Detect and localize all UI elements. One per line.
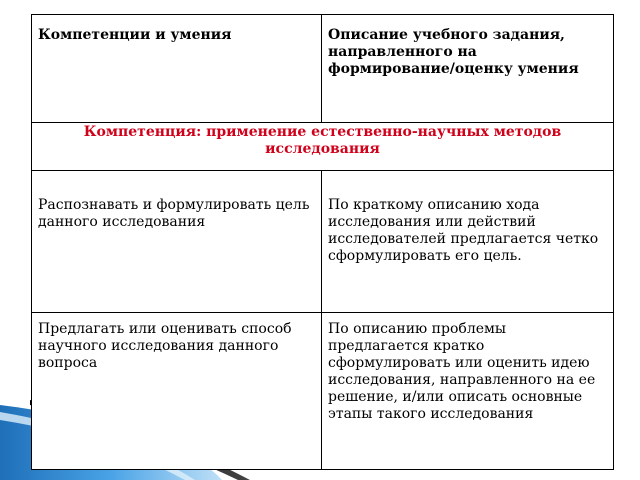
description-text: По описанию проблемы предлагается кратко сформулировать или оценить идею исследования, направленного на ее решение, и/или описать основные этапы такого исследования [328,321,596,422]
competency-table [31,14,614,470]
table-header-row [32,15,614,123]
section-cell [32,123,614,171]
description-text: По краткому описанию хода исследования или действий исследователей предлагается четко сформулировать его цель. [328,197,599,264]
skill-cell [32,313,322,470]
skill-text: Предлагать или оценивать способ научного исследования данного вопроса [38,321,292,371]
skill-cell [32,171,322,313]
table-row [32,313,614,470]
description-cell [322,171,614,313]
section-row [32,123,614,171]
header-cell-description [322,15,614,123]
header-description-label: Описание учебного задания, направленного на формирование/оценку умения [328,27,579,77]
skill-text: Распознавать и формулировать цель данного исследования [38,197,310,230]
header-competencies-label: Компетенции и умения [38,27,232,43]
section-title: Компетенция: применение естественно-научных методов исследования [83,124,562,157]
table-row [32,171,614,313]
header-cell-competencies [32,15,322,123]
description-cell [322,313,614,470]
